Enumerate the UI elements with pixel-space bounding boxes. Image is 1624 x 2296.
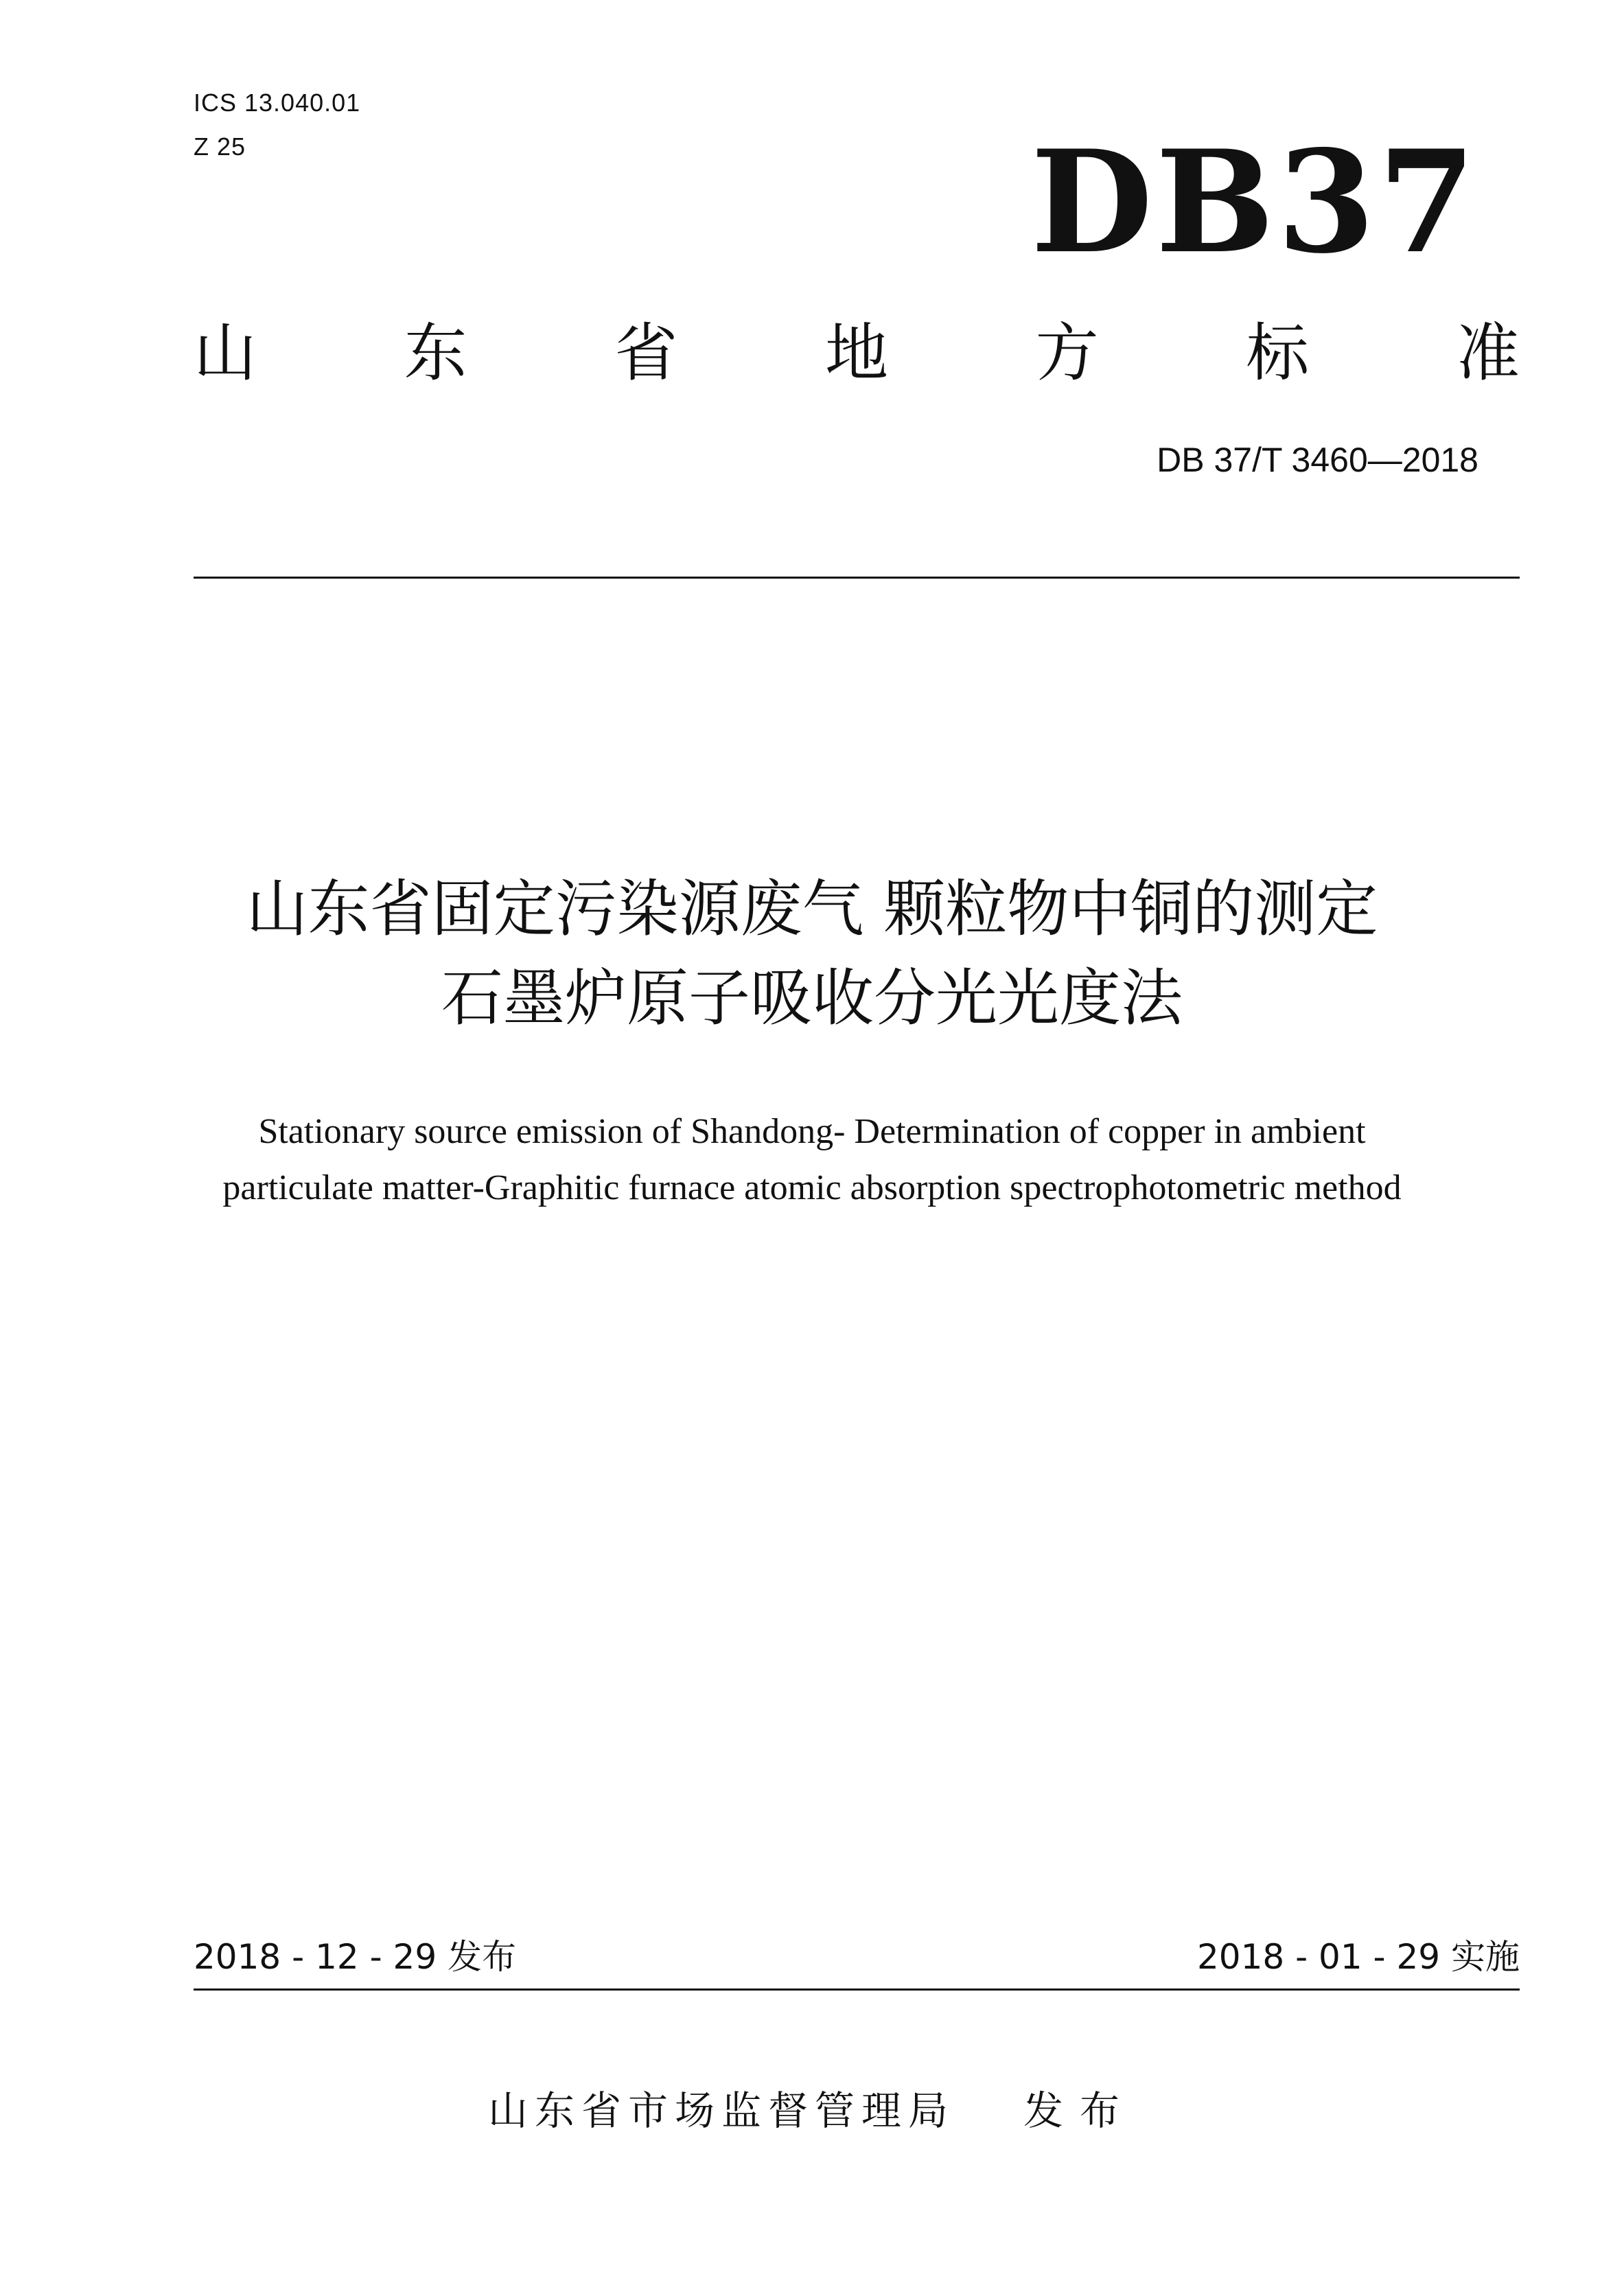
issue-date: 2018 - 12 - 29 发布 [194, 1937, 517, 1977]
standard-type-char: 省 [614, 316, 678, 390]
english-title-line-1: Stationary source emission of Shandong- Determination of copper in ambient [258, 1112, 1366, 1151]
standard-type-char: 标 [1246, 316, 1310, 390]
standard-type-char: 地 [824, 316, 888, 390]
chinese-title-line-2: 石墨炉原子吸收分光光度法 [441, 962, 1183, 1034]
db-code-logo: DB37 [1030, 120, 1478, 285]
chinese-title [0, 865, 1624, 1043]
standard-type-char: 准 [1456, 316, 1520, 390]
standard-type-char: 方 [1035, 316, 1099, 390]
standard-type-char: 东 [404, 316, 467, 390]
classification-block [194, 81, 360, 169]
standard-type-char: 山 [194, 316, 257, 390]
english-title-line-2: particulate matter-Graphitic furnace atomic absorption spectrophotometric method [222, 1168, 1402, 1207]
class-code: Z 25 [194, 132, 246, 161]
chinese-title-line-1: 山东省固定污染源废气 颗粒物中铜的测定 [246, 873, 1378, 945]
bottom-divider [194, 1988, 1520, 1991]
implementation-date: 2018 - 01 - 29 实施 [1196, 1937, 1520, 1977]
ics-code: ICS 13.040.01 [194, 89, 361, 117]
publisher-verb: 发布 [1023, 2087, 1137, 2134]
publisher-org: 山东省市场监督管理局 [487, 2087, 955, 2134]
standard-number: DB 37/T 3460—2018 [1157, 441, 1478, 479]
standard-type-heading [194, 312, 1520, 395]
publisher-line [0, 2080, 1624, 2142]
top-divider [194, 577, 1520, 579]
english-title [0, 1104, 1624, 1216]
